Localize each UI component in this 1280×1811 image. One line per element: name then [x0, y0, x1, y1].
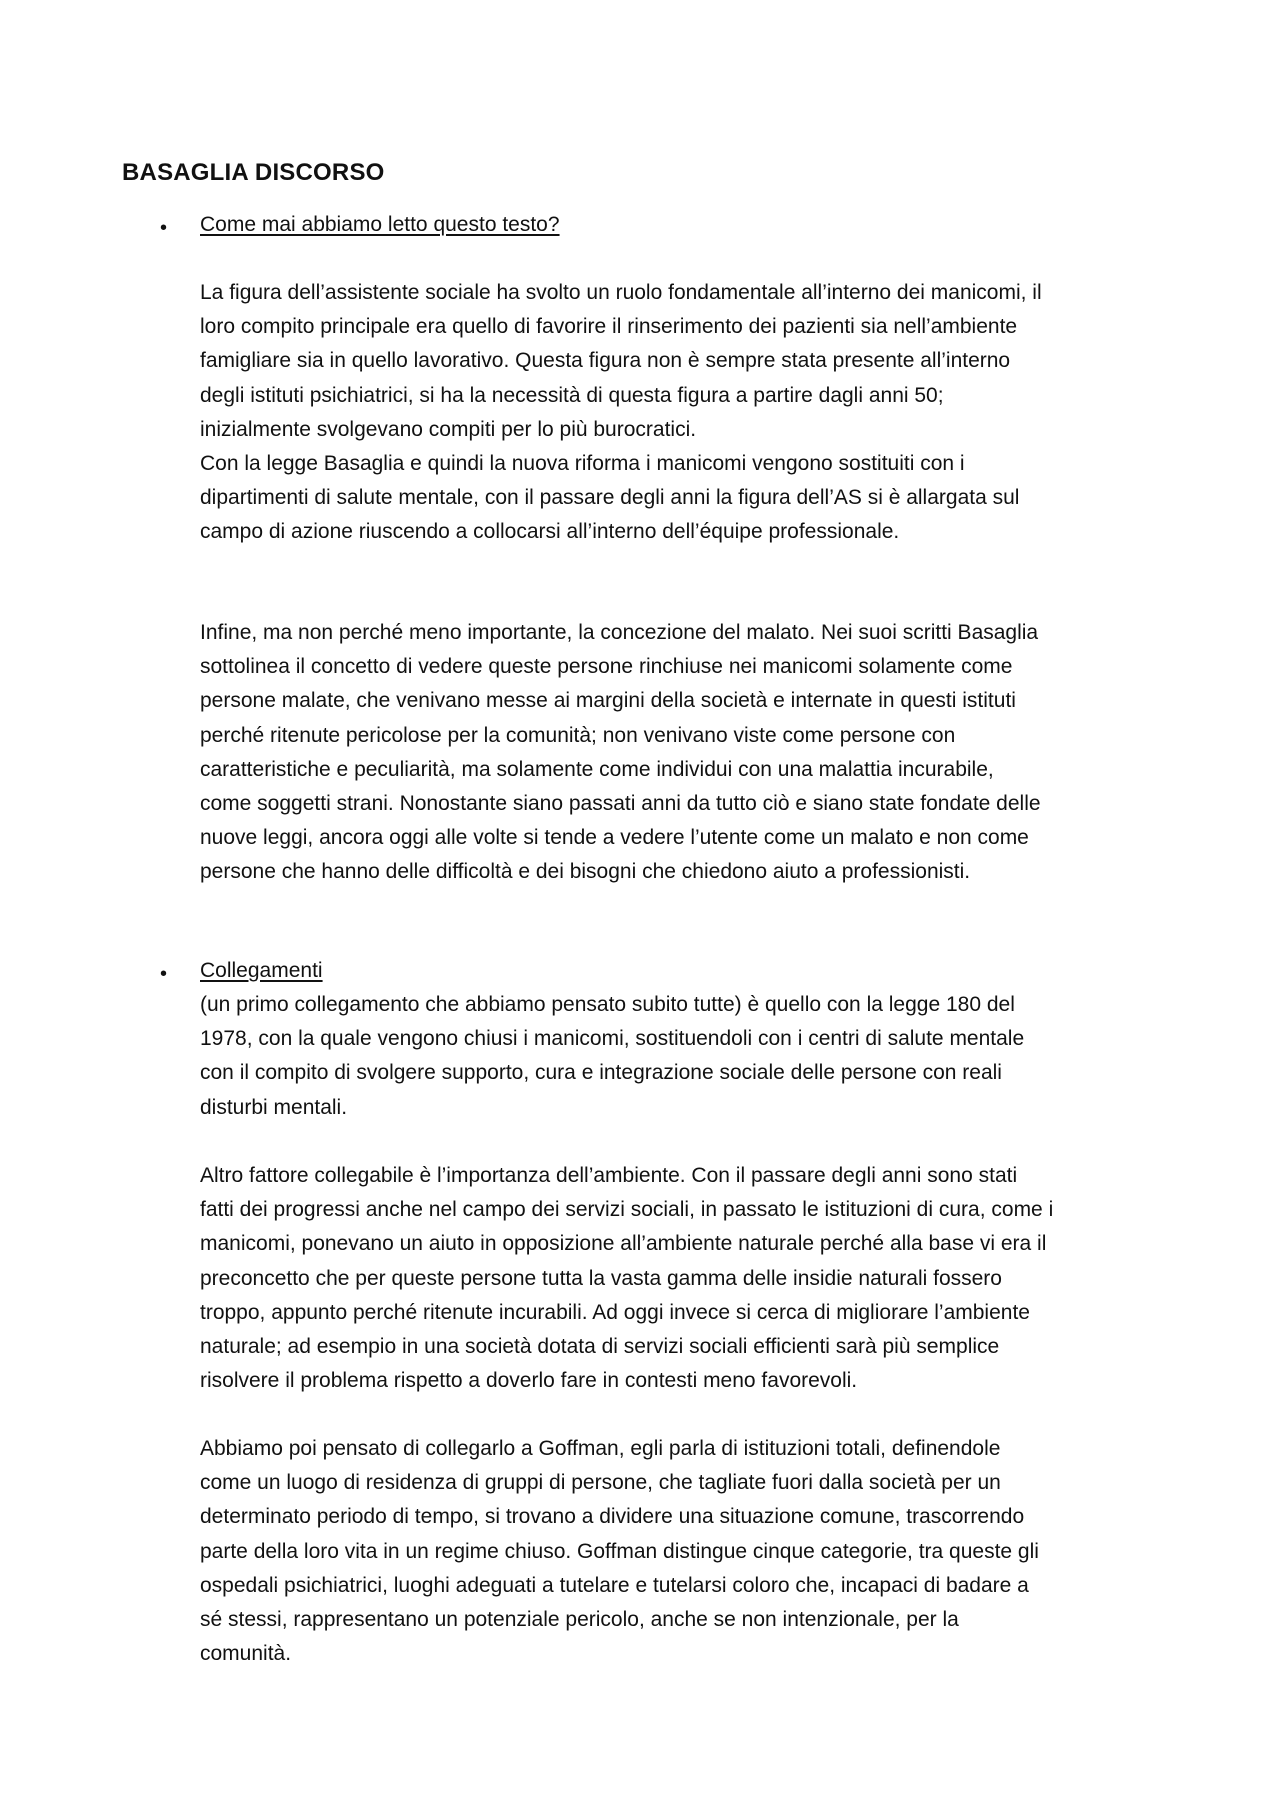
paragraph-social-worker-role: La figura dell’assistente sociale ha svolto un ruolo fondamentale all’interno dei manicomi, il loro compito principale era quello di favorire il rinserimento dei pazienti sia nell’ambiente famigliare sia in quello lavorativo. Questa figura non è sempre stata presente all’interno degli istituti psichiatrici, si ha la necessità di questa figura a partire dagli anni 50; inizialmente svolgevano compiti per lo più burocratici. Con la legge Basaglia e quindi la nuova riforma i manicomi vengono sostituiti con i dipartimenti di salute mentale, con il passare degli anni la figura dell’AS si è allargata sul campo di azione riuscendo a collocarsi all’interno dell’équipe professionale. [200, 281, 1042, 544]
paragraph-goffman: Abbiamo poi pensato di collegarlo a Goffman, egli parla di istituzioni totali, definendole come un luogo di residenza di gruppi di persone, che tagliate fuori dalla società per un determinato periodo di tempo, si trovano a dividere una situazione comune, trascorrendo parte della loro vita in un regime chiuso. Goffman distingue cinque categorie, tra queste gli ospedali psichiatrici, luoghi adeguati a tutelare e tutelarsi coloro che, incapaci di badare a sé stessi, rappresentano un potenziale pericolo, anche se non intenzionale, per la comunità. [200, 1437, 1039, 1666]
section-heading-links: Collegamenti [200, 959, 323, 982]
document-title: BASAGLIA DISCORSO [122, 159, 385, 186]
paragraph-environment: Altro fattore collegabile è l’importanza dell’ambiente. Con il passare degli anni sono stati fatti dei progressi anche nel campo dei servizi sociali, in passato le istituzioni di cura, come i manicomi, ponevano un aiuto in opposizione all’ambiente naturale perché alla base vi era il preconcetto che per queste persone tutta la vasta gamma delle insidie naturali fossero troppo, appunto perché ritenute incurabili. Ad oggi invece si cerca di migliorare l’ambiente naturale; ad esempio in una società dotata di servizi sociali efficienti sarà più semplice risolvere il problema rispetto a doverlo fare in contesti meno favorevoli. [200, 1164, 1054, 1393]
bullet-marker: • [160, 217, 168, 239]
paragraph-concept-of-patient: Infine, ma non perché meno importante, la concezione del malato. Nei suoi scritti Basaglia sottolinea il concetto di vedere queste persone rinchiuse nei manicomi solamente come persone malate, che venivano messe ai margini della società e internate in questi istituti perché ritenute pericolose per la comunità; non venivano viste come persone con caratteristiche e peculiarità, ma solamente come individui con una malattia incurabile, come soggetti strani. Nonostante siano passati anni da tutto ciò e siano state fondate delle nuove leggi, ancora oggi alle volte si tende a vedere l’utente come un malato e non come persone che hanno delle difficoltà e dei bisogni che chiedono aiuto a professionisti. [200, 621, 1041, 884]
section-heading-why-read: Come mai abbiamo letto questo testo? [200, 213, 560, 236]
paragraph-law-180: (un primo collegamento che abbiamo pensato subito tutte) è quello con la legge 180 del 1978, con la quale vengono chiusi i manicomi, sostituendoli con i centri di salute mentale con il compito di svolgere supporto, cura e integrazione sociale delle persone con reali disturbi mentali. [200, 993, 1025, 1119]
bullet-marker: • [160, 963, 168, 985]
